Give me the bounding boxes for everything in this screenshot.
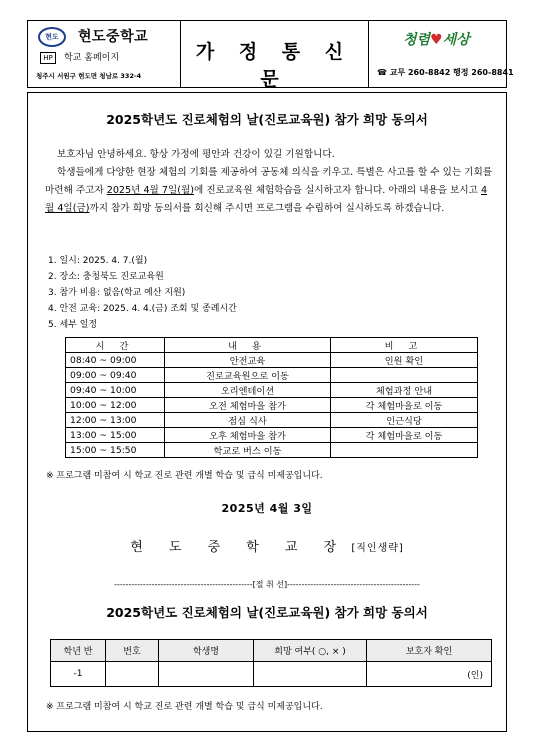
schedule-content: 오전 체험마을 참가 — [165, 398, 331, 413]
detail-item: 1. 일시: 2025. 4. 7.(월) — [48, 256, 148, 266]
schedule-time: 13:00 ~ 15:00 — [66, 428, 165, 443]
footnote: ※ 프로그램 미참여 시 학교 진로 관련 개별 학습 및 급식 미제공입니다. — [46, 471, 323, 481]
brand-logo — [403, 29, 470, 49]
schedule-header-row — [66, 338, 478, 353]
schedule-note: 인근식당 — [331, 413, 478, 428]
table-row — [66, 383, 478, 398]
schedule-note: 체험과정 안내 — [331, 383, 478, 398]
principal-title: 현 도 중 학 교 장 — [130, 540, 348, 555]
schedule-time: 10:00 ~ 12:00 — [66, 398, 165, 413]
detail-list — [48, 253, 237, 333]
body-text-a: 학생들에게 다양한 현장 체험의 기회를 제공하여 공동체 의식을 키우고. 특별은 사고를 할 수 있는 기회를 마련해 주고자 — [45, 167, 492, 196]
schedule-time: 15:00 ~ 15:50 — [66, 443, 165, 458]
brand-text-a: 청렴 — [403, 32, 431, 48]
schedule-content: 오리엔테이션 — [165, 383, 331, 398]
table-row — [66, 443, 478, 458]
principal-signature — [28, 536, 506, 555]
schedule-content: 오후 체험마을 참가 — [165, 428, 331, 443]
table-row — [66, 413, 478, 428]
title-cell — [181, 21, 367, 90]
schedule-time: 09:00 ~ 09:40 — [66, 368, 165, 383]
choice-field[interactable] — [254, 662, 367, 687]
school-logo-icon: 현도 — [38, 27, 66, 47]
reply-header-number: 번호 — [106, 640, 159, 662]
homepage-icon: HP — [40, 52, 56, 64]
number-field[interactable] — [106, 662, 159, 687]
class-field[interactable]: -1 — [51, 662, 106, 687]
school-info-cell — [28, 21, 181, 87]
reply-footnote: ※ 프로그램 미참여 시 학교 진로 관련 개별 학습 및 급식 미제공입니다. — [46, 702, 323, 712]
detail-item: 3. 참가 비용: 없음(학교 예산 지원) — [48, 288, 186, 298]
greeting-text: 보호자님 안녕하세요. 항상 가정에 평안과 건강이 있길 기원합니다. — [57, 149, 335, 160]
seal-omitted-label: [직인생략] — [351, 543, 404, 554]
detail-item: 4. 안전 교육: 2025. 4. 4.(금) 조회 및 종례시간 — [48, 304, 237, 314]
heart-icon: ♥ — [430, 32, 443, 48]
schedule-note — [331, 368, 478, 383]
schedule-note — [331, 443, 478, 458]
schedule-note: 각 체험마을로 이동 — [331, 398, 478, 413]
reply-form-title: 2025학년도 진로체험의 날(진로교육원) 참가 희망 동의서 — [106, 605, 428, 620]
brand-text-b: 세상 — [442, 32, 470, 48]
newsletter-header — [27, 20, 514, 90]
notice-body — [27, 92, 507, 732]
guardian-sign-field[interactable]: (인) — [367, 662, 492, 687]
body-text-c: 까지 참가 희망 동의서를 회신해 주시면 프로그램을 수립하여 실시하도록 하겠습니다. — [89, 203, 445, 214]
reply-input-row — [51, 662, 492, 687]
schedule-table — [65, 337, 478, 458]
reply-header-sign: 보호자 확인 — [367, 640, 492, 662]
student-name-field[interactable] — [159, 662, 254, 687]
schedule-header-note: 비 고 — [331, 338, 478, 353]
detail-item: 2. 장소: 충청북도 진로교육원 — [48, 272, 164, 282]
table-row — [66, 428, 478, 443]
schedule-time: 12:00 ~ 13:00 — [66, 413, 165, 428]
schedule-note: 각 체험마을로 이동 — [331, 428, 478, 443]
detail-item: 5. 세부 일정 — [48, 320, 98, 330]
schedule-header-content: 내 용 — [165, 338, 331, 353]
notice-title: 2025학년도 진로체험의 날(진로교육원) 참가 희망 동의서 — [106, 112, 428, 127]
schedule-header-time: 시 간 — [66, 338, 165, 353]
phone-numbers: ☎ 교무 260-8842 행정 260-8841 — [377, 68, 514, 77]
reply-header-name: 학생명 — [159, 640, 254, 662]
schedule-time: 09:40 ~ 10:00 — [66, 383, 165, 398]
reply-form-table — [50, 639, 492, 687]
table-row — [66, 368, 478, 383]
reply-header-row — [51, 640, 492, 662]
issue-date: 2025년 4월 3일 — [221, 502, 313, 515]
event-date: 2025년 4월 7일(월) — [106, 185, 194, 196]
notice-body-text — [45, 164, 495, 218]
schedule-content: 학교로 버스 이동 — [165, 443, 331, 458]
contact-cell — [368, 21, 514, 87]
schedule-note: 인원 확인 — [331, 353, 478, 368]
reply-header-class: 학년 반 — [51, 640, 106, 662]
table-row — [66, 398, 478, 413]
newsletter-title: 가 정 통 신 문 — [195, 41, 353, 90]
school-name: 현도중학교 — [78, 29, 149, 45]
reply-deadline: 4월 4일(금) — [45, 185, 488, 214]
schedule-content: 안전교육 — [165, 353, 331, 368]
body-text-b: 에 진로교육원 체험학습을 실시하고자 합니다. 아래의 내용을 보시고 — [194, 185, 481, 196]
schedule-content: 점심 식사 — [165, 413, 331, 428]
schedule-content: 진로교육원으로 이동 — [165, 368, 331, 383]
reply-header-choice: 희망 여부( ○, × ) — [254, 640, 367, 662]
homepage-link[interactable]: 학교 홈페이지 — [64, 53, 120, 63]
schedule-time: 08:40 ~ 09:00 — [66, 353, 165, 368]
table-row — [66, 353, 478, 368]
cut-line: ------------------------------------------------[절 취 선]---------------------------------------------- — [114, 580, 420, 589]
school-address: 청주시 서원구 현도면 청남로 332-4 — [36, 72, 142, 80]
